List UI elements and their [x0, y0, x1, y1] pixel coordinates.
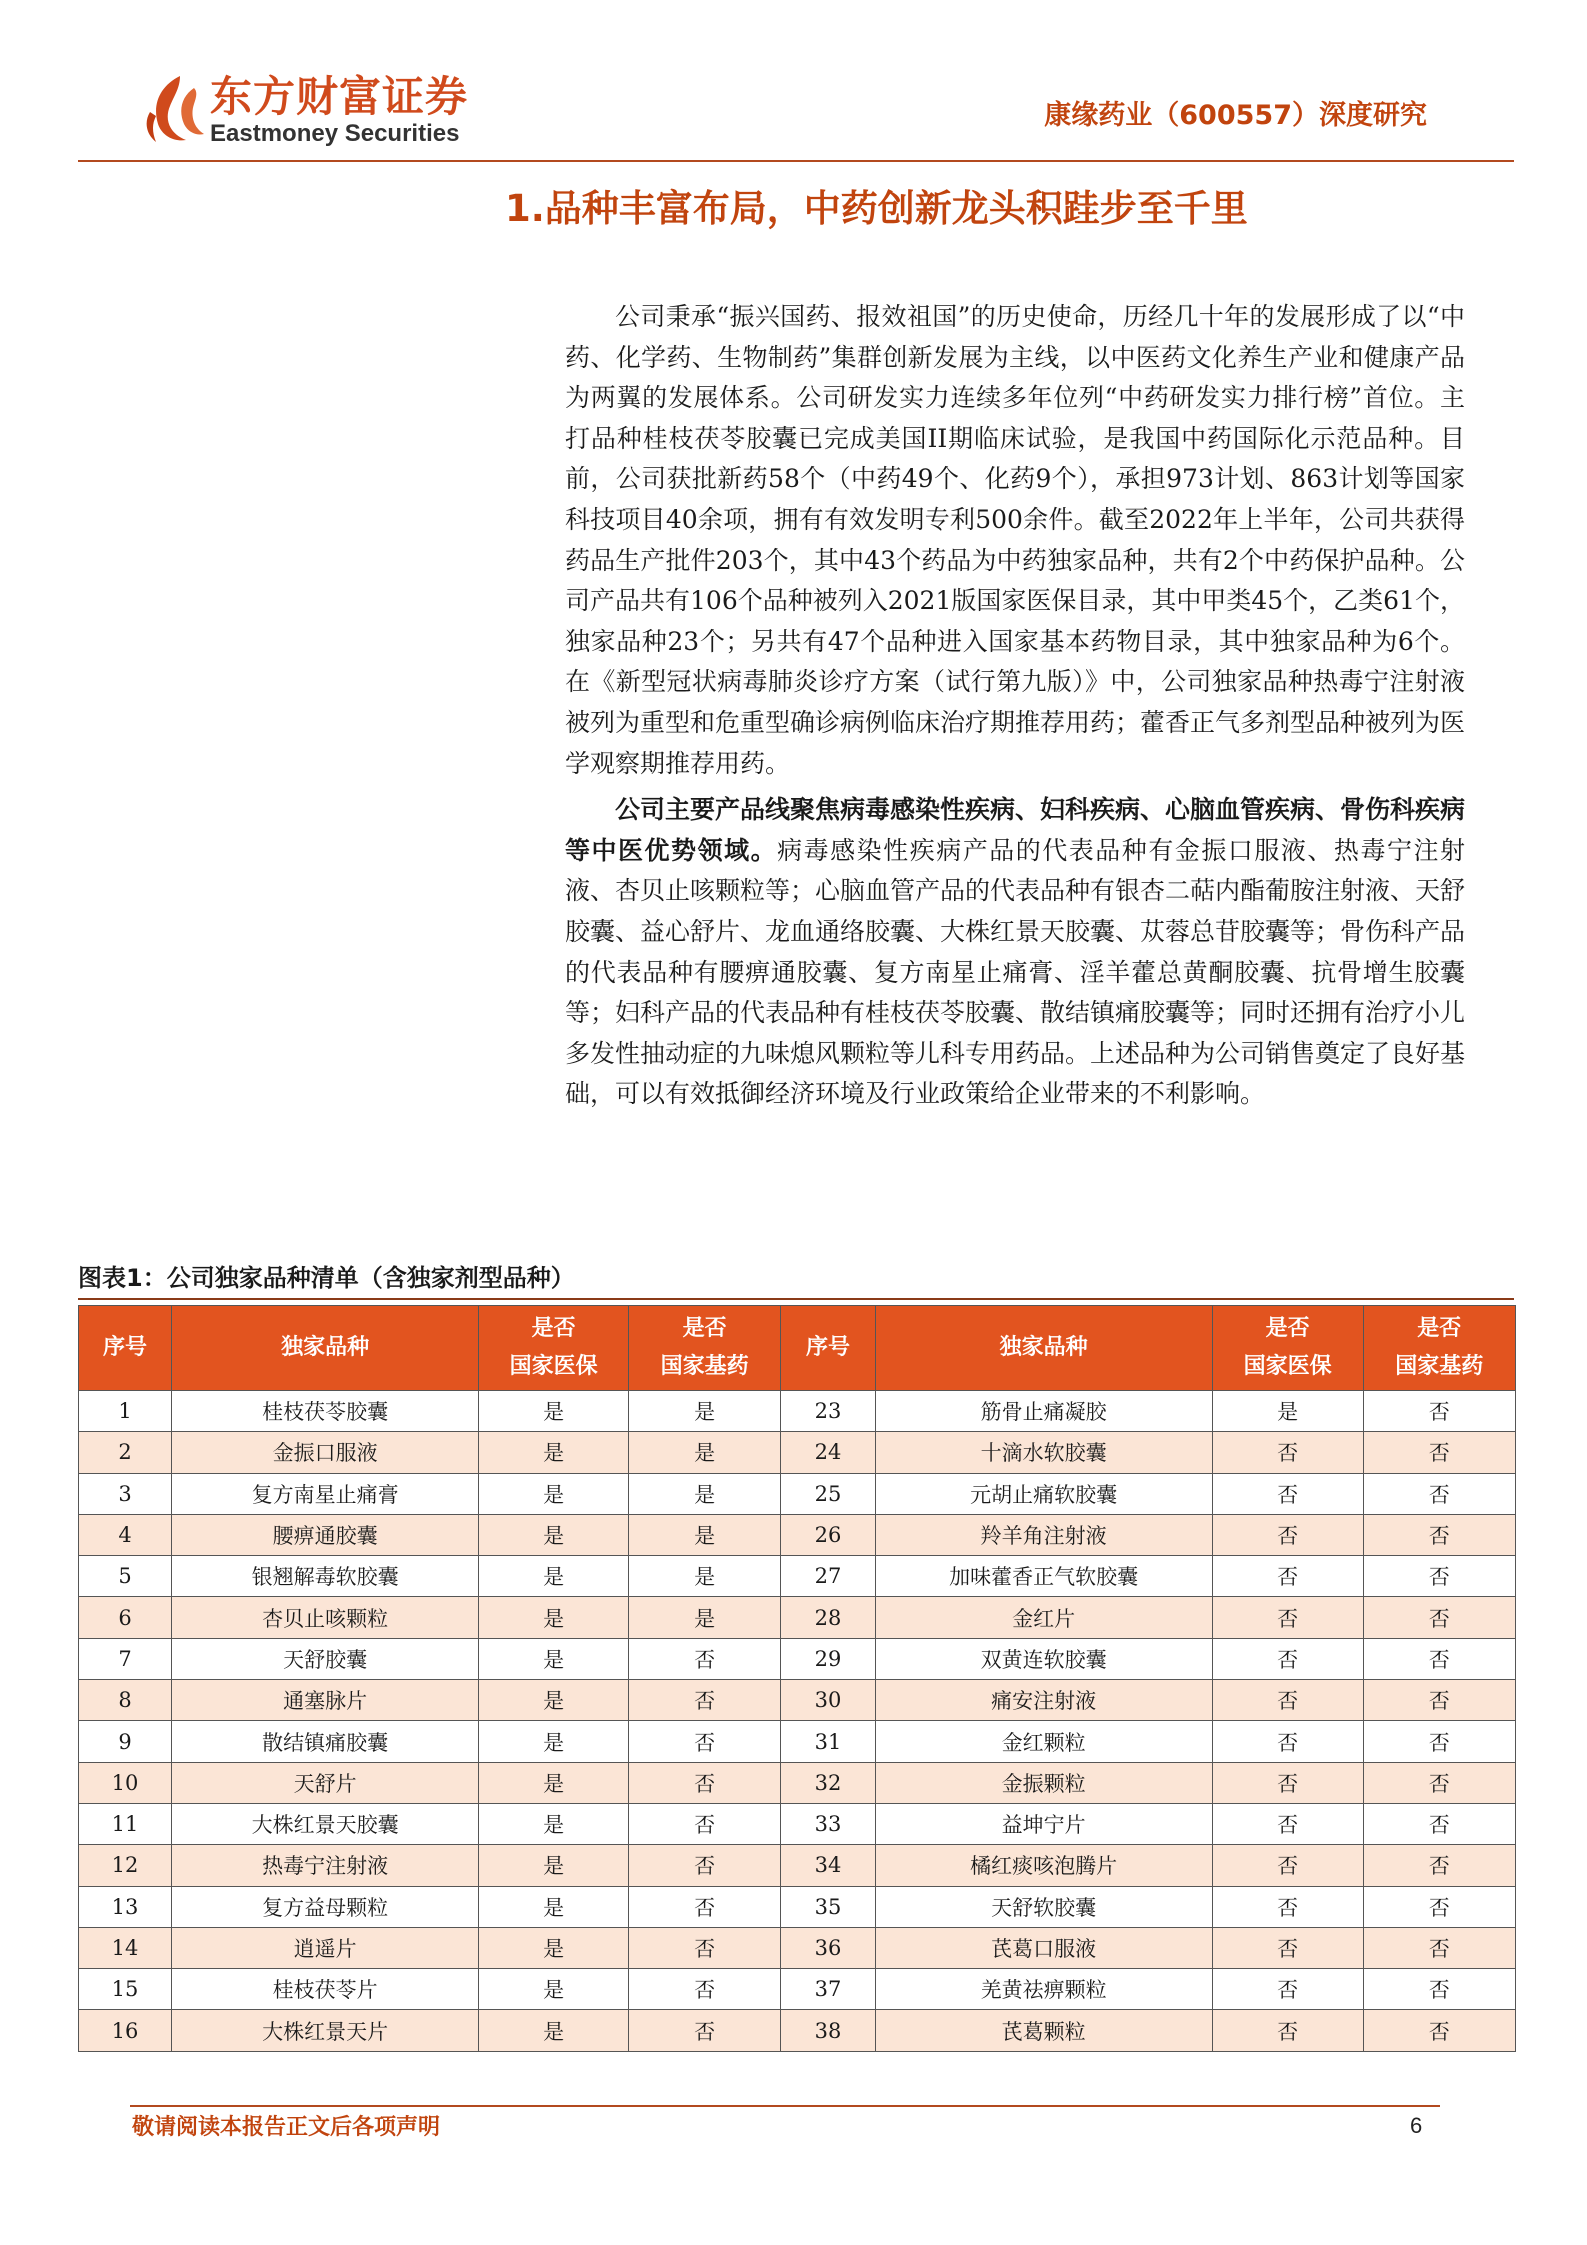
table-row: [79, 1762, 1516, 1803]
table-row: [79, 1969, 1516, 2010]
cell-product: 金红颗粒: [875, 1721, 1212, 1762]
paragraph-2-body: 病毒感染性疾病产品的代表品种有金振口服液、热毒宁注射液、杏贝止咳颗粒等；心脑血管产品的代表品种有银杏二萜内酯葡胺注射液、天舒胶囊、益心舒片、龙血通络胶囊、大株红景天胶囊、苁蓉总苷胶囊等；骨伤科产品的代表品种有腰痹通胶囊、复方南星止痛膏、淫羊藿总黄酮胶囊、抗骨增生胶囊等；妇科产品的代表品种有桂枝茯苓胶囊、散结镇痛胶囊等；同时还拥有治疗小儿多发性抽动症的九味熄风颗粒等儿科专用药品。上述品种为公司销售奠定了良好基础，可以有效抵御经济环境及行业政策给企业带来的不利影响。: [565, 835, 1466, 1109]
cell-insurance: 否: [1212, 1556, 1363, 1597]
cell-insurance: 是: [479, 1473, 629, 1514]
cell-seq: 27: [781, 1556, 875, 1597]
cell-seq: 29: [781, 1638, 875, 1679]
cell-seq: 35: [781, 1886, 875, 1927]
cell-insurance: 否: [1212, 1762, 1363, 1803]
table-header-row: [79, 1306, 1516, 1391]
cell-seq: 3: [79, 1473, 172, 1514]
table-row: [79, 1391, 1516, 1432]
cell-product: 复方益母颗粒: [172, 1886, 479, 1927]
cell-essential: 否: [628, 1886, 780, 1927]
table-row: [79, 1473, 1516, 1514]
cell-essential: 否: [628, 1969, 780, 2010]
cell-essential: 是: [628, 1391, 780, 1432]
page-header: [0, 0, 1587, 180]
cell-product: 桂枝茯苓胶囊: [172, 1391, 479, 1432]
cell-product: 桂枝茯苓片: [172, 1969, 479, 2010]
report-title: 康缘药业（600557）深度研究: [1044, 100, 1427, 131]
header-insurance: 是否 国家医保: [479, 1306, 629, 1391]
cell-insurance: 否: [1212, 1638, 1363, 1679]
cell-product: 天舒软胶囊: [875, 1886, 1212, 1927]
cell-seq: 25: [781, 1473, 875, 1514]
body-text: [565, 297, 1465, 1115]
cell-product: 金红片: [875, 1597, 1212, 1638]
header-seq: 序号: [781, 1306, 875, 1391]
figure-divider: [78, 1298, 1514, 1300]
table-row: [79, 1432, 1516, 1473]
cell-seq: 28: [781, 1597, 875, 1638]
cell-product: 大株红景天胶囊: [172, 1803, 479, 1844]
cell-insurance: 否: [1212, 1927, 1363, 1968]
cell-essential: 否: [1363, 1969, 1515, 2010]
cell-insurance: 否: [1212, 1597, 1363, 1638]
cell-essential: 否: [1363, 1597, 1515, 1638]
cell-seq: 26: [781, 1514, 875, 1555]
cell-insurance: 否: [1212, 1969, 1363, 2010]
cell-product: 散结镇痛胶囊: [172, 1721, 479, 1762]
cell-product: 腰痹通胶囊: [172, 1514, 479, 1555]
cell-insurance: 是: [479, 1803, 629, 1844]
cell-product: 金振颗粒: [875, 1762, 1212, 1803]
table-row: [79, 1803, 1516, 1844]
cell-insurance: 是: [479, 1845, 629, 1886]
eastmoney-logo-icon: [140, 72, 210, 146]
cell-insurance: 是: [479, 1927, 629, 1968]
cell-product: 复方南星止痛膏: [172, 1473, 479, 1514]
cell-seq: 10: [79, 1762, 172, 1803]
table-row: [79, 1597, 1516, 1638]
footer-divider: [130, 2105, 1440, 2107]
cell-seq: 14: [79, 1927, 172, 1968]
cell-product: 银翘解毒软胶囊: [172, 1556, 479, 1597]
cell-seq: 33: [781, 1803, 875, 1844]
cell-product: 羌黄祛痹颗粒: [875, 1969, 1212, 2010]
cell-essential: 否: [1363, 1473, 1515, 1514]
table-row: [79, 1638, 1516, 1679]
cell-product: 通塞脉片: [172, 1680, 479, 1721]
cell-seq: 15: [79, 1969, 172, 2010]
cell-insurance: 否: [1212, 1803, 1363, 1844]
cell-insurance: 是: [479, 1638, 629, 1679]
cell-essential: 否: [1363, 1680, 1515, 1721]
cell-insurance: 否: [1212, 1886, 1363, 1927]
cell-seq: 30: [781, 1680, 875, 1721]
cell-essential: 否: [628, 1680, 780, 1721]
cell-insurance: 是: [479, 2010, 629, 2051]
table-row: [79, 1556, 1516, 1597]
cell-seq: 12: [79, 1845, 172, 1886]
cell-essential: 否: [1363, 1886, 1515, 1927]
cell-insurance: 是: [479, 1597, 629, 1638]
header-essential: 是否 国家基药: [1363, 1306, 1515, 1391]
cell-insurance: 否: [1212, 1721, 1363, 1762]
cell-insurance: 是: [479, 1556, 629, 1597]
cell-product: 加味藿香正气软胶囊: [875, 1556, 1212, 1597]
cell-product: 双黄连软胶囊: [875, 1638, 1212, 1679]
cell-essential: 否: [1363, 1391, 1515, 1432]
table-row: [79, 2010, 1516, 2051]
cell-essential: 否: [1363, 1432, 1515, 1473]
cell-product: 热毒宁注射液: [172, 1845, 479, 1886]
table-row: [79, 1845, 1516, 1886]
cell-seq: 32: [781, 1762, 875, 1803]
cell-essential: 是: [628, 1597, 780, 1638]
cell-insurance: 是: [479, 1762, 629, 1803]
cell-insurance: 否: [1212, 2010, 1363, 2051]
cell-seq: 24: [781, 1432, 875, 1473]
cell-essential: 是: [628, 1514, 780, 1555]
cell-seq: 23: [781, 1391, 875, 1432]
cell-insurance: 是: [479, 1391, 629, 1432]
cell-seq: 36: [781, 1927, 875, 1968]
cell-product: 元胡止痛软胶囊: [875, 1473, 1212, 1514]
cell-insurance: 是: [479, 1886, 629, 1927]
brand-name-cn: 东方财富证券: [210, 72, 469, 121]
cell-essential: 否: [1363, 1721, 1515, 1762]
header-divider: [78, 160, 1514, 162]
cell-essential: 否: [1363, 1762, 1515, 1803]
cell-seq: 31: [781, 1721, 875, 1762]
table-row: [79, 1886, 1516, 1927]
table-row: [79, 1514, 1516, 1555]
cell-essential: 是: [628, 1432, 780, 1473]
cell-product: 逍遥片: [172, 1927, 479, 1968]
cell-product: 杏贝止咳颗粒: [172, 1597, 479, 1638]
table-row: [79, 1927, 1516, 1968]
cell-product: 益坤宁片: [875, 1803, 1212, 1844]
cell-product: 橘红痰咳泡腾片: [875, 1845, 1212, 1886]
cell-seq: 4: [79, 1514, 172, 1555]
cell-seq: 11: [79, 1803, 172, 1844]
brand-name-en: Eastmoney Securities: [210, 120, 460, 147]
cell-essential: 否: [628, 1638, 780, 1679]
cell-insurance: 否: [1212, 1432, 1363, 1473]
cell-essential: 否: [1363, 1556, 1515, 1597]
cell-essential: 否: [1363, 1845, 1515, 1886]
section-title: 1.品种丰富布局，中药创新龙头积跬步至千里: [505, 187, 1248, 230]
cell-insurance: 是: [479, 1721, 629, 1762]
paragraph-1: 公司秉承“振兴国药、报效祖国”的历史使命，历经几十年的发展形成了以“中药、化学药、生物制药”集群创新发展为主线，以中医药文化养生产业和健康产品为两翼的发展体系。公司研发实力连续多年位列“中药研发实力排行榜”首位。主打品种桂枝茯苓胶囊已完成美国II期临床试验，是我国中药国际化示范品种。目前，公司获批新药58个（中药49个、化药9个），承担973计划、863计划等国家科技项目40余项，拥有有效发明专利500余件。截至2022年上半年，公司共获得药品生产批件203个，其中43个药品为中药独家品种，共有2个中药保护品种。公司产品共有106个品种被列入2021版国家医保目录，其中甲类45个，乙类61个，独家品种23个；另共有47个品种进入国家基本药物目录，其中独家品种为6个。在《新型冠状病毒肺炎诊疗方案（试行第九版）》中，公司独家品种热毒宁注射液被列为重型和危重型确诊病例临床治疗期推荐用药；藿香正气多剂型品种被列为医学观察期推荐用药。: [565, 302, 1466, 778]
cell-seq: 2: [79, 1432, 172, 1473]
header-seq: 序号: [79, 1306, 172, 1391]
cell-essential: 否: [628, 1845, 780, 1886]
cell-product: 筋骨止痛凝胶: [875, 1391, 1212, 1432]
header-insurance: 是否 国家医保: [1212, 1306, 1363, 1391]
cell-product: 天舒片: [172, 1762, 479, 1803]
cell-seq: 38: [781, 2010, 875, 2051]
cell-seq: 16: [79, 2010, 172, 2051]
cell-essential: 是: [628, 1556, 780, 1597]
cell-seq: 1: [79, 1391, 172, 1432]
cell-insurance: 是: [479, 1969, 629, 2010]
cell-seq: 13: [79, 1886, 172, 1927]
cell-seq: 37: [781, 1969, 875, 2010]
cell-insurance: 否: [1212, 1473, 1363, 1514]
cell-insurance: 是: [1212, 1391, 1363, 1432]
cell-seq: 5: [79, 1556, 172, 1597]
cell-product: 十滴水软胶囊: [875, 1432, 1212, 1473]
header-product: 独家品种: [172, 1306, 479, 1391]
exclusive-products-table: [78, 1305, 1516, 2052]
cell-essential: 否: [628, 1803, 780, 1844]
cell-product: 天舒胶囊: [172, 1638, 479, 1679]
cell-insurance: 否: [1212, 1680, 1363, 1721]
figure-caption: 图表1：公司独家品种清单（含独家剂型品种）: [78, 1264, 575, 1292]
cell-insurance: 否: [1212, 1845, 1363, 1886]
table-row: [79, 1680, 1516, 1721]
cell-insurance: 是: [479, 1514, 629, 1555]
header-product: 独家品种: [875, 1306, 1212, 1391]
cell-essential: 是: [628, 1473, 780, 1514]
cell-seq: 8: [79, 1680, 172, 1721]
cell-insurance: 是: [479, 1680, 629, 1721]
cell-seq: 34: [781, 1845, 875, 1886]
cell-essential: 否: [628, 2010, 780, 2051]
cell-essential: 否: [628, 1927, 780, 1968]
paragraph-2-lead: 公司主要产品线聚焦病毒感染性疾病、妇科疾病、心脑血管疾病、骨伤科疾病等中医优势领域。: [565, 795, 1466, 865]
cell-essential: 否: [1363, 1927, 1515, 1968]
disclaimer: 敬请阅读本报告正文后各项声明: [132, 2115, 441, 2140]
cell-essential: 否: [1363, 2010, 1515, 2051]
page-number: 6: [1410, 2113, 1423, 2138]
cell-product: 羚羊角注射液: [875, 1514, 1212, 1555]
cell-essential: 否: [1363, 1638, 1515, 1679]
table-body: [79, 1391, 1516, 2052]
cell-seq: 6: [79, 1597, 172, 1638]
cell-product: 痛安注射液: [875, 1680, 1212, 1721]
cell-seq: 7: [79, 1638, 172, 1679]
cell-product: 金振口服液: [172, 1432, 479, 1473]
cell-essential: 否: [628, 1721, 780, 1762]
header-essential: 是否 国家基药: [628, 1306, 780, 1391]
paragraph-2: [565, 790, 1465, 1115]
table-row: [79, 1721, 1516, 1762]
cell-essential: 否: [1363, 1514, 1515, 1555]
cell-product: 大株红景天片: [172, 2010, 479, 2051]
cell-product: 芪葛口服液: [875, 1927, 1212, 1968]
cell-essential: 否: [1363, 1803, 1515, 1844]
cell-essential: 否: [628, 1762, 780, 1803]
cell-seq: 9: [79, 1721, 172, 1762]
cell-insurance: 否: [1212, 1514, 1363, 1555]
cell-insurance: 是: [479, 1432, 629, 1473]
cell-product: 芪葛颗粒: [875, 2010, 1212, 2051]
